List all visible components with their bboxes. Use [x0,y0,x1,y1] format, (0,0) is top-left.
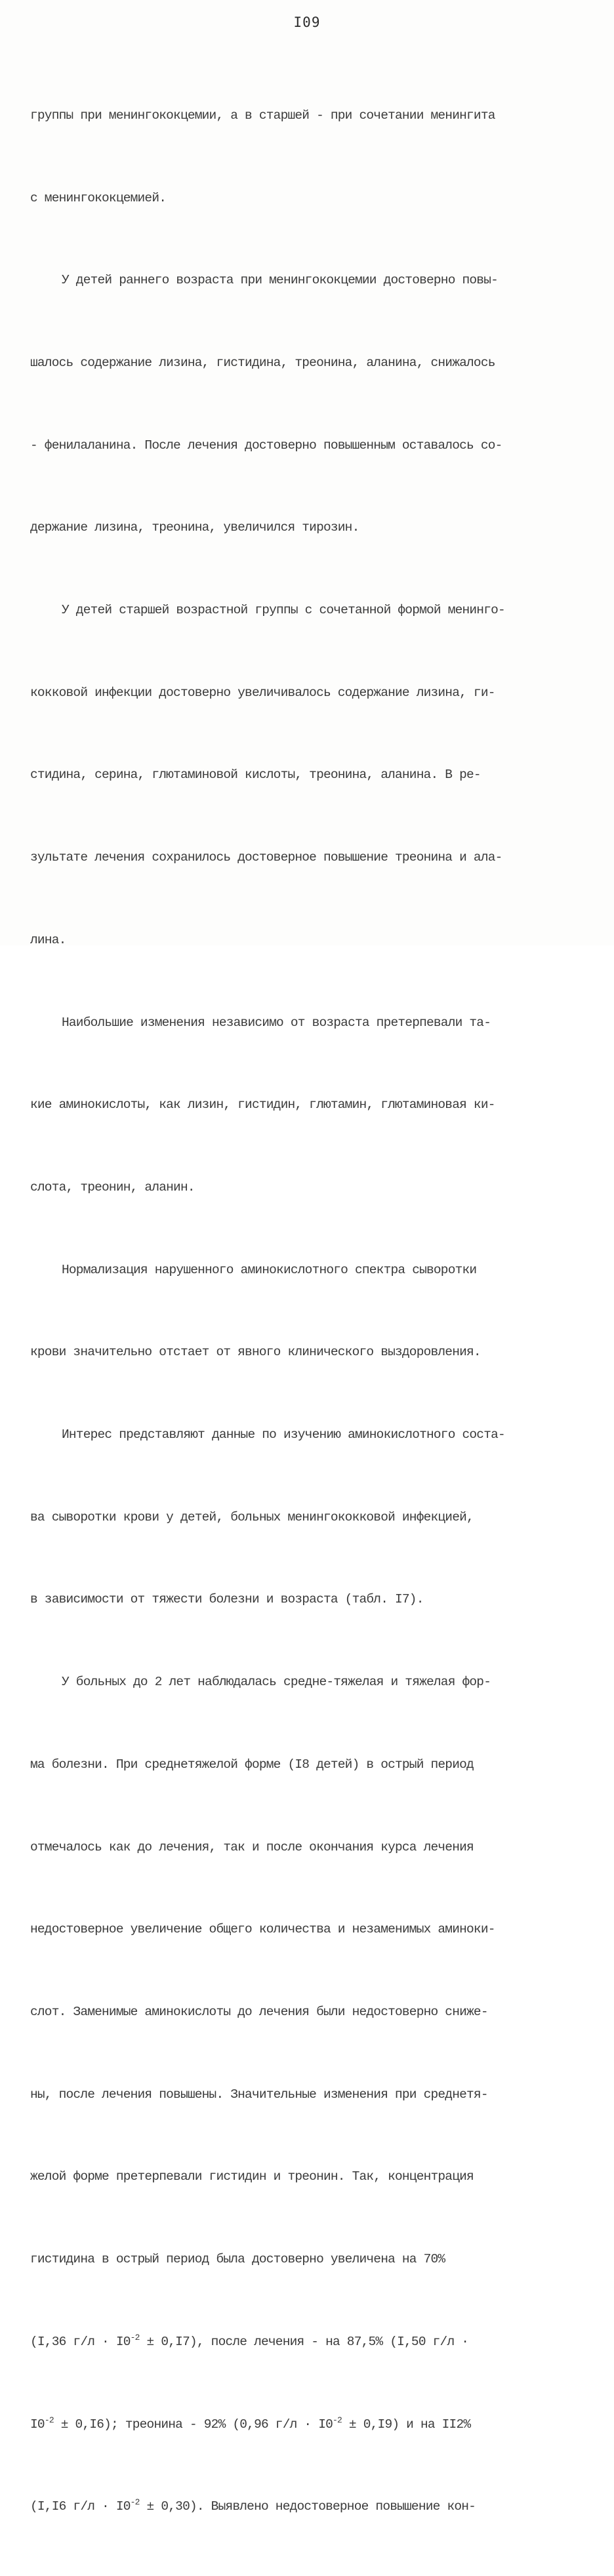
exponent: -2 [333,2415,342,2425]
text-line: отмечалось как до лечения, так и после окончания курса лечения [30,1839,474,1854]
text-line: ма болезни. При среднетяжелой форме (I8 детей) в острый период [30,1757,474,1772]
text-line: недостоверное увеличение общего количества и незаменимых аминоки- [30,1922,495,1937]
text-line: стидина, серина, глютаминовой кислоты, треонина, аланина. В ре- [30,767,481,783]
page-number: I09 [293,14,321,30]
text-line: Наибольшие изменения независимо от возраста претерпевали та- [62,1015,491,1030]
text-line: зультате лечения сохранилось достоверное повышение треонина и ала- [30,850,502,865]
formula-part: (I,I6 г/л · I0 [30,2499,131,2514]
text-line: слота, треонин, аланин. [30,1179,195,1195]
text-line: в зависимости от тяжести болезни и возраста (табл. I7). [30,1592,424,1607]
text-line: с менингококцемией. [30,190,167,205]
text-line: желой форме претерпевали гистидин и треонин. Так, концентрация [30,2169,474,2184]
body-text [30,47,588,2576]
text-line: крови значительно отстает от явного клинического выздоровления. [30,1345,481,1360]
text-line: лина. [30,932,66,947]
text-line: У детей раннего возраста при менингококцемии достоверно повы- [62,273,499,288]
formula-line [30,2411,588,2439]
text-line: кокковой инфекции достоверно увеличивалось содержание лизина, ги- [30,685,495,700]
formula-part: (I,36 г/л · I0 [30,2334,131,2349]
text-line: ны, после лечения повышены. Значительные изменения при среднетя- [30,2087,488,2102]
text-line: - фенилаланина. После лечения достоверно повышенным оставалось со- [30,438,502,453]
formula-part: ± 0,I7), после лечения - на 87,5% (I,50 г/л · [139,2334,469,2349]
text-line: шалось содержание лизина, гистидина, треонина, аланина, снижалось [30,355,495,370]
text-line: кие аминокислоты, как лизин, гистидин, глютамин, глютаминовая ки- [30,1097,495,1113]
formula-part: ± 0,I6); треонина - 92% (0,96 г/л · I0 [53,2417,333,2432]
text-line: ва сыворотки крови у детей, больных менингококковой инфекцией, [30,1509,474,1524]
text-line: Интерес представляют данные по изучению аминокислотного соста- [62,1427,505,1442]
text-line: держание лизина, треонина, увеличился тирозин. [30,520,359,535]
exponent: -2 [44,2415,54,2425]
text-line: гистидина в острый период была достоверно увеличена на 70% [30,2252,445,2267]
exponent: -2 [130,2332,140,2342]
text-line: У больных до 2 лет наблюдалась средне-тяжелая и тяжелая фор- [62,1675,491,1690]
formula-part: I0 [30,2417,45,2432]
text-line: слот. Заменимые аминокислоты до лечения были недостоверно сниже- [30,2004,488,2019]
text-line: Нормализация нарушенного аминокислотного спектра сыворотки [62,1262,477,1277]
formula-part: ± 0,30). Выявлено недостоверное повышение кон- [139,2499,476,2514]
formula-line [30,2493,588,2521]
formula-part: ± 0,I9) и на II2% [342,2417,471,2432]
text-line: У детей старшей возрастной группы с сочетанной формой менинго- [62,603,505,618]
formula-line [30,2329,588,2356]
exponent: -2 [130,2497,140,2508]
text-line: группы при менингококцемии, а в старшей - при сочетании менингита [30,108,495,123]
